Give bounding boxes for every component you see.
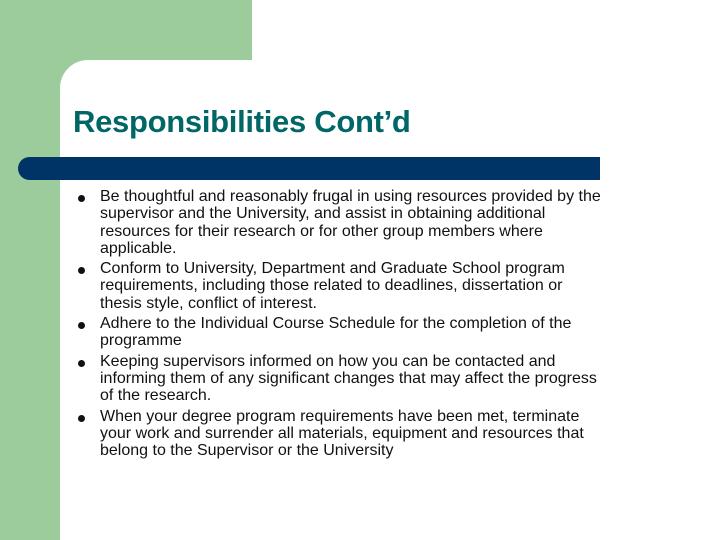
bullet-text-line: applicable. [100, 239, 177, 257]
bullet-dot-icon [78, 267, 85, 274]
bullet-text-line: Adhere to the Individual Course Schedule for the completion of the [100, 315, 572, 333]
bullet-list [78, 188, 601, 462]
bullet-text-line: When your degree program requirements have been met, terminate [100, 407, 580, 425]
bullet-text-line: Keeping supervisors informed on how you can be contacted and [100, 352, 556, 370]
bullet-text-line: supervisor and the University, and assist in obtaining additional [100, 205, 546, 223]
bullet-text-line: Conform to University, Department and Graduate School program [100, 260, 565, 278]
bullet-dot-icon [78, 415, 85, 422]
bullet-text-line: requirements, including those related to deadlines, dissertation or [100, 277, 563, 295]
bullet-item [78, 260, 601, 312]
slide-title: Responsibilities Cont’d [73, 104, 411, 139]
bullet-text-line: Be thoughtful and reasonably frugal in using resources provided by the [100, 188, 601, 205]
bullet-item [78, 408, 601, 460]
bullet-text-line: thesis style, conflict of interest. [100, 294, 317, 312]
bullet-text-line: your work and surrender all materials, equipment and resources that [100, 424, 584, 442]
bullet-item [78, 315, 601, 350]
bullet-text-line: programme [100, 332, 182, 350]
bullet-text-line: resources for their research or for other group members where [100, 222, 543, 240]
bullet-item [78, 188, 601, 257]
title-divider-bar [18, 157, 600, 180]
bullet-text-line: informing them of any significant changes that may affect the progress [100, 369, 597, 387]
bullet-dot-icon [78, 322, 85, 329]
bullet-dot-icon [78, 195, 85, 202]
bullet-text-line: of the research. [100, 387, 212, 405]
bullet-dot-icon [78, 360, 85, 367]
background-top-white [252, 0, 720, 60]
bullet-item [78, 353, 601, 405]
bullet-text-line: belong to the Supervisor or the University [100, 442, 394, 460]
